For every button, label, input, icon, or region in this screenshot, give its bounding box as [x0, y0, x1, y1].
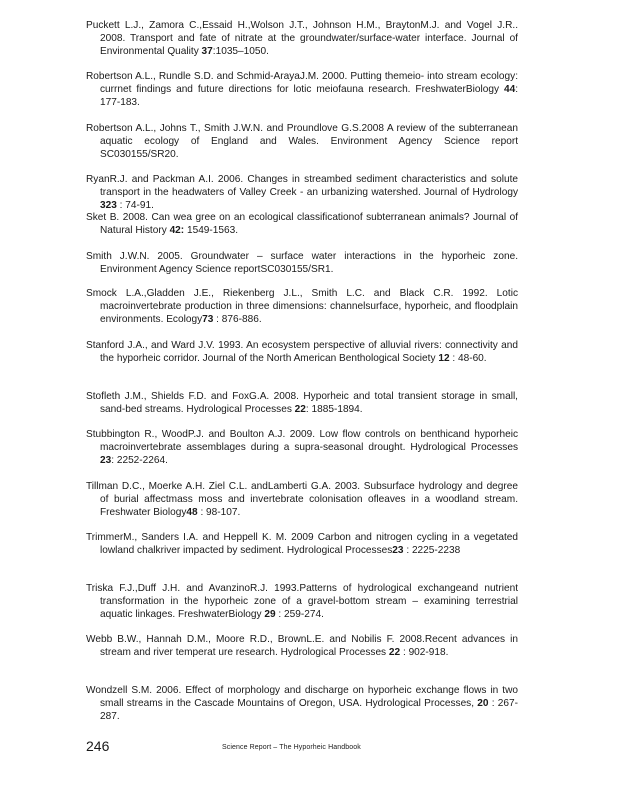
reference-entry: Sket B. 2008. Can wea gree on an ecological classificationof subterranean animals? Journal of Natural History 42: 1549-1563. [86, 212, 518, 236]
reference-entry: Robertson A.L., Rundle S.D. and Schmid-ArayaJ.M. 2000. Putting themeio- into stream ecology: currnet findings and future directions for lotic meiofauna research. FreshwaterBiology 44: 177-183. [86, 71, 518, 108]
reference-entry: TrimmerM., Sanders I.A. and Heppell K. M. 2009 Carbon and nitrogen cycling in a vegetated lowland chalkriver impacted by sediment. Hydrological Processes23 : 2225-2238 [86, 532, 518, 556]
reference-entry: Smith J.W.N. 2005. Groundwater – surface water interactions in the hyporheic zone. Environment Agency Science reportSC030155/SR1. [86, 251, 518, 275]
reference-entry: Tillman D.C., Moerke A.H. Ziel C.L. andLamberti G.A. 2003. Subsurface hydrology and degree of burial affectmass moss and invertebrate colonisation ofleaves in a woodland stream. Freshwater Biology48 : 98-107. [86, 481, 518, 518]
reference-entry: Robertson A.L., Johns T., Smith J.W.N. and Proundlove G.S.2008 A review of the subterranean aquatic ecology of England and Wales. Environment Agency Science report SC030155/SR20. [86, 123, 518, 160]
reference-entry: Puckett L.J., Zamora C.,Essaid H.,Wolson J.T., Johnson H.M., BraytonM.J. and Vogel J.R.. 2008. Transport and fate of nitrate at the groundwater/surface-water interface. Journal of Environmental Quality 37:1035–1050. [86, 20, 518, 57]
reference-entry: Wondzell S.M. 2006. Effect of morphology and discharge on hyporheic exchange flows in two small streams in the Cascade Mountains of Oregon, USA. Hydrological Processes, 20 : 267-287. [86, 685, 518, 722]
page-number: 246 [86, 738, 110, 754]
reference-entry: RyanR.J. and Packman A.I. 2006. Changes in streambed sediment characteristics and solute transport in the headwaters of Valley Creek - an urbanizing watershed. Journal of Hydrology 323 : 74-91. [86, 174, 518, 211]
reference-entry: Stanford J.A., and Ward J.V. 1993. An ecosystem perspective of alluvial rivers: connectivity and the hyporheic corridor. Journal of the North American Benthological Society 12 : 48-60. [86, 340, 518, 364]
reference-entry: Webb B.W., Hannah D.M., Moore R.D., BrownL.E. and Nobilis F. 2008.Recent advances in stream and river temperat ure research. Hydrological Processes 22 : 902-918. [86, 634, 518, 658]
reference-entry: Stubbington R., WoodP.J. and Boulton A.J. 2009. Low flow controls on benthicand hyporheic macroinvertebrate assemblages during a supra-seasonal drought. Hydrological Processes 23: 2252-2264. [86, 429, 518, 466]
reference-entry: Smock L.A.,Gladden J.E., Riekenberg J.L., Smith L.C. and Black C.R. 1992. Lotic macroinvertebrate production in three dimensions: channelsurface, hyporheic, and floodplain environments. Ecology73 : 876-886. [86, 288, 518, 325]
reference-entry: Triska F.J.,Duff J.H. and AvanzinoR.J. 1993.Patterns of hydrological exchangeand nutrient transformation in the hyporheic zone of a gravel-bottom stream – examining terrestrial aquatic linkages. FreshwaterBiology 29 : 259-274. [86, 583, 518, 620]
running-footer: Science Report – The Hyporheic Handbook [222, 744, 361, 751]
reference-entry: Stofleth J.M., Shields F.D. and FoxG.A. 2008. Hyporheic and total transient storage in small, sand-bed streams. Hydrological Processes 22: 1885-1894. [86, 391, 518, 415]
